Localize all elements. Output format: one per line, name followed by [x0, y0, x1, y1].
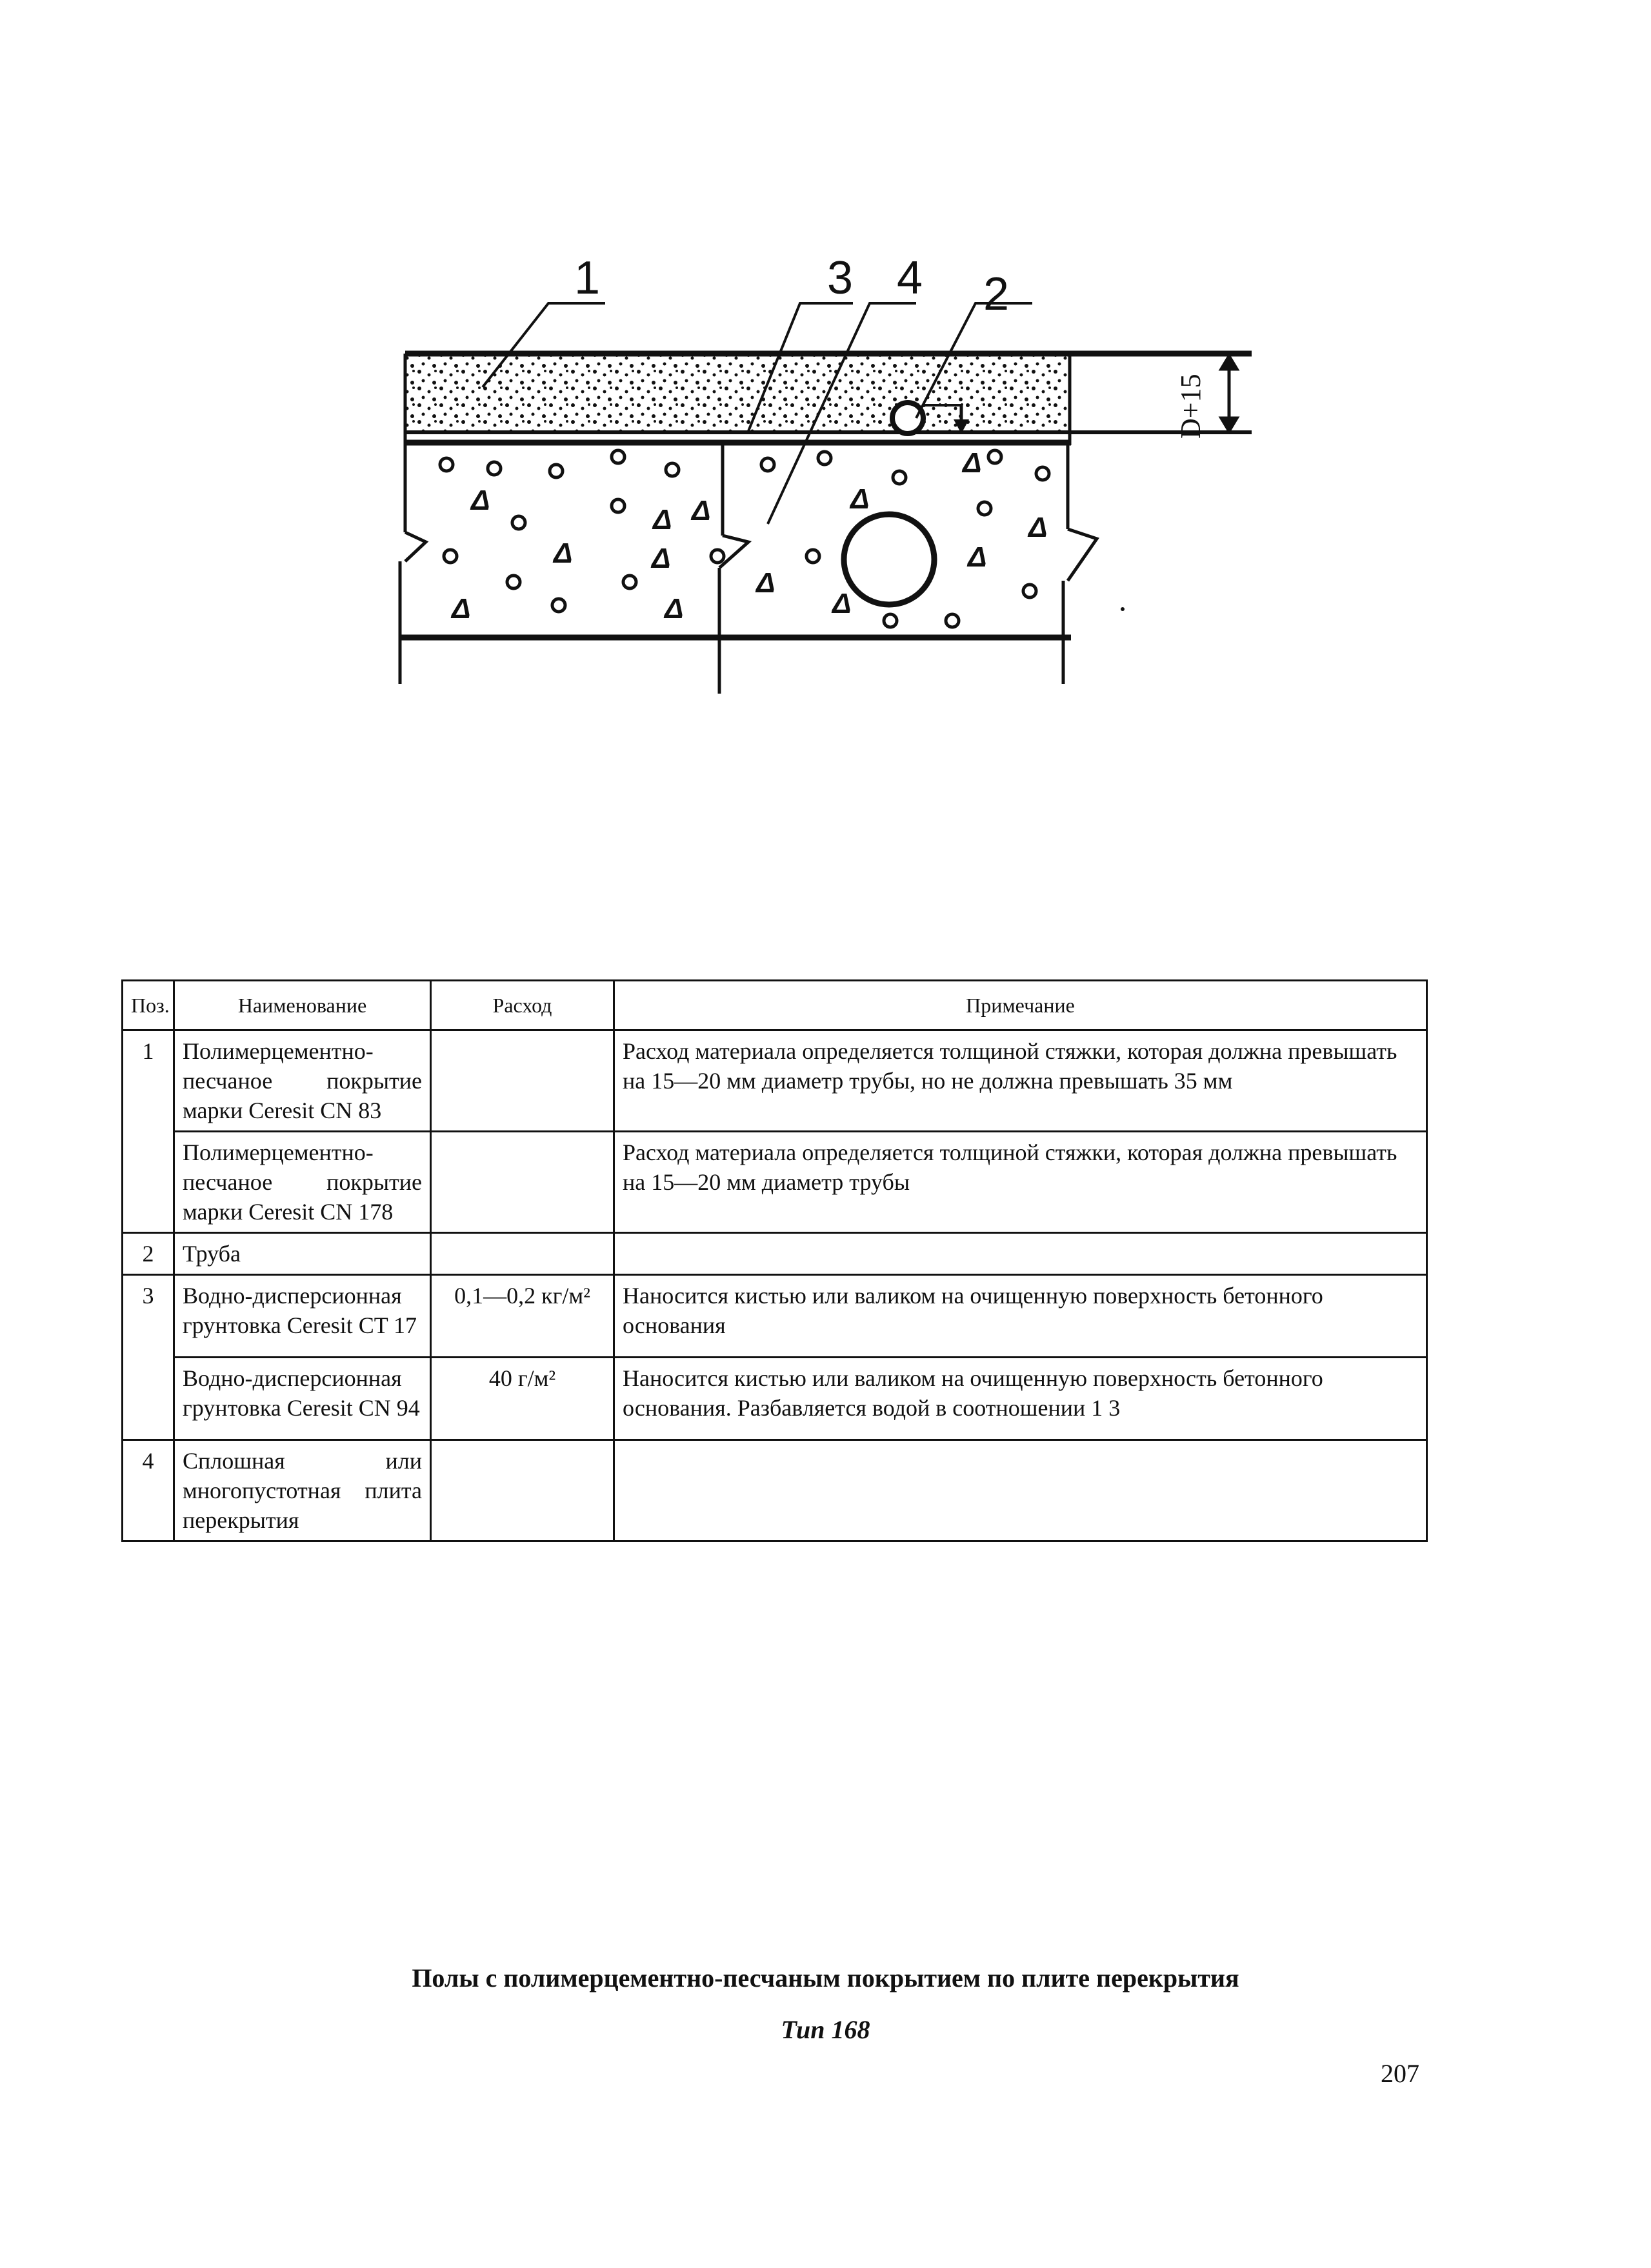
- cell-name: Водно-дисперсионная грунтовка Ceresit CT 17: [174, 1275, 431, 1358]
- dimension-label: D+15: [1175, 374, 1206, 439]
- floor-slab: [400, 445, 1097, 694]
- svg-text:Δ: Δ: [452, 593, 471, 625]
- cell-note: [614, 1440, 1427, 1541]
- diagram-callouts: [574, 252, 1009, 320]
- cell-name: Полимерцементно-песчаное покрытие марки Ceresit CN 83: [174, 1030, 431, 1132]
- cell-name: Водно-дисперсионная грунтовка Ceresit CN 94: [174, 1358, 431, 1440]
- cell-name: Труба: [174, 1233, 431, 1275]
- cell-qty: [431, 1233, 614, 1275]
- table-header-row: [123, 981, 1427, 1030]
- table-row: [123, 1275, 1427, 1358]
- aggregate-marks: [450, 447, 1048, 625]
- cell-pos: 1: [123, 1030, 174, 1233]
- svg-text:Δ: Δ: [1028, 512, 1048, 543]
- callout-3: 3: [827, 252, 854, 304]
- svg-text:Δ: Δ: [963, 447, 982, 479]
- table-row: [123, 1233, 1427, 1275]
- header-pos: Поз.: [123, 981, 174, 1030]
- floor-section-diagram: [0, 0, 1651, 774]
- svg-text:Δ: Δ: [554, 537, 573, 569]
- slab-hollow-core: [844, 514, 934, 605]
- thickness-dimension: [1221, 354, 1237, 434]
- specification-table: [121, 979, 1428, 1542]
- cell-qty: 40 г/м²: [431, 1358, 614, 1440]
- table-row: [123, 1132, 1427, 1233]
- table-row: [123, 1440, 1427, 1541]
- svg-text:Δ: Δ: [692, 495, 711, 527]
- callout-1: 1: [574, 252, 601, 304]
- cell-qty: 0,1—0,2 кг/м²: [431, 1275, 614, 1358]
- cell-name: Сплошная или многопустотная плита перекрытия: [174, 1440, 431, 1541]
- cell-qty: [431, 1132, 614, 1233]
- header-qty: Расход: [431, 981, 614, 1030]
- figure-caption-type: Тип 168: [781, 2015, 870, 2044]
- aggregate-pebbles: [440, 450, 1049, 627]
- cell-note: [614, 1233, 1427, 1275]
- svg-text:Δ: Δ: [653, 504, 672, 536]
- cell-note: Расход материала определяется толщиной стяжки, которая должна превышать на 15—20 мм диаметр трубы, но не должна превышать 35 мм: [614, 1030, 1427, 1132]
- svg-text:Δ: Δ: [652, 543, 671, 574]
- screed-layer: [405, 354, 1252, 445]
- svg-text:Δ: Δ: [471, 485, 490, 516]
- header-name: Наименование: [174, 981, 431, 1030]
- callout-4: 4: [897, 252, 923, 304]
- header-note: Примечание: [614, 981, 1427, 1030]
- cell-note: Наносится кистью или валиком на очищенную поверхность бетонного основания. Разбавляется водой в соотношении 1 3: [614, 1358, 1427, 1440]
- cell-note: Наносится кистью или валиком на очищенную поверхность бетонного основания: [614, 1275, 1427, 1358]
- cell-qty: [431, 1440, 614, 1541]
- table-row: [123, 1030, 1427, 1132]
- cell-pos: 2: [123, 1233, 174, 1275]
- svg-text:Δ: Δ: [832, 588, 852, 619]
- heating-pipe: [892, 403, 923, 434]
- callout-2: 2: [983, 268, 1010, 320]
- cell-pos: 4: [123, 1440, 174, 1541]
- table-row: [123, 1358, 1427, 1440]
- cell-pos: 3: [123, 1275, 174, 1440]
- svg-text:Δ: Δ: [850, 483, 870, 515]
- svg-text:Δ: Δ: [968, 541, 987, 573]
- page-number: 207: [1381, 2059, 1419, 2088]
- cell-name: Полимерцементно-песчаное покрытие марки Ceresit CN 178: [174, 1132, 431, 1233]
- cell-qty: [431, 1030, 614, 1132]
- figure-caption-title: Полы с полимерцементно-песчаным покрытием по плите перекрытия: [412, 1963, 1239, 1992]
- svg-text:Δ: Δ: [665, 593, 684, 625]
- cell-note: Расход материала определяется толщиной стяжки, которая должна превышать на 15—20 мм диаметр трубы: [614, 1132, 1427, 1233]
- svg-text:Δ: Δ: [756, 567, 775, 599]
